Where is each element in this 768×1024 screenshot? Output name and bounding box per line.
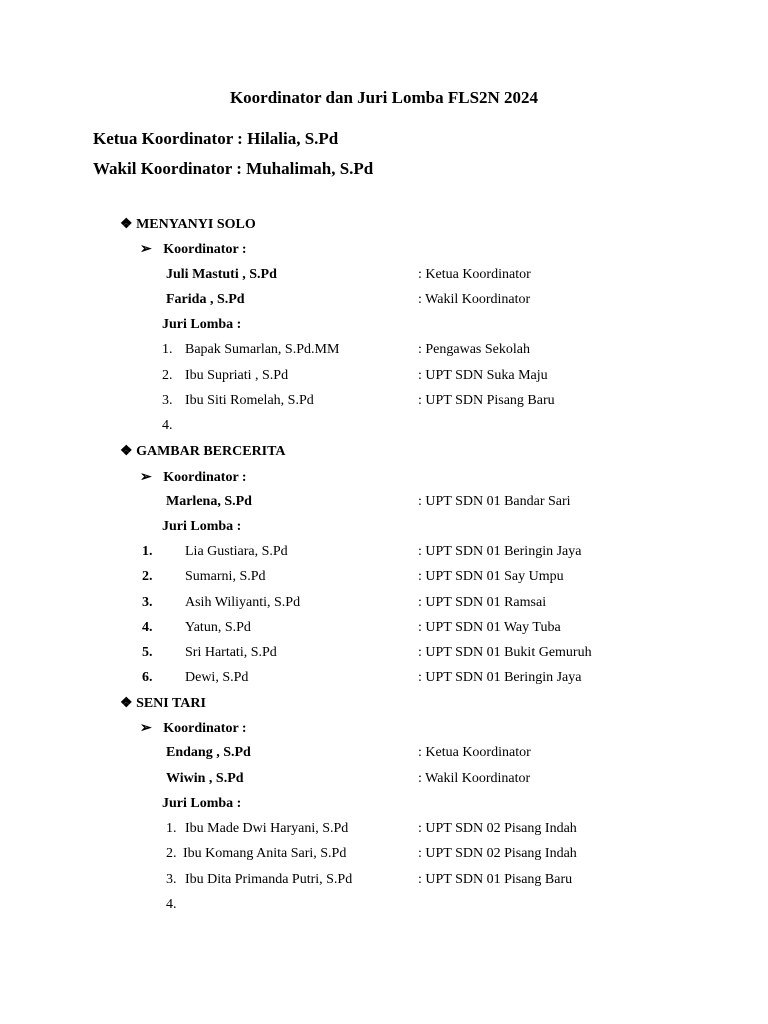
juri-label: Juri Lomba : — [162, 317, 242, 332]
juri-name: Asih Wiliyanti, S.Pd — [185, 595, 301, 610]
section-title: SENI TARI — [136, 696, 206, 711]
koordinator-role: : Wakil Koordinator — [418, 292, 531, 307]
koordinator-name: Marlena, S.Pd — [166, 494, 252, 509]
juri-name: Ibu Siti Romelah, S.Pd — [185, 393, 314, 408]
arrow-bullet-icon: ➢ — [140, 470, 152, 485]
juri-number: 4. — [162, 418, 173, 433]
juri-name: Lia Gustiara, S.Pd — [185, 544, 288, 559]
juri-name: Sri Hartati, S.Pd — [185, 645, 277, 660]
page-title: Koordinator dan Juri Lomba FLS2N 2024 — [229, 88, 539, 107]
juri-school: : UPT SDN 01 Pisang Baru — [418, 872, 573, 887]
juri-school: : UPT SDN 01 Beringin Jaya — [418, 670, 582, 685]
diamond-bullet-icon: ❖ — [120, 696, 133, 711]
juri-school: : UPT SDN 01 Way Tuba — [418, 620, 561, 635]
wakil-koordinator-line: Wakil Koordinator : Muhalimah, S.Pd — [93, 159, 374, 178]
diamond-bullet-icon: ❖ — [120, 444, 133, 459]
juri-label: Juri Lomba : — [162, 519, 242, 534]
juri-name: Bapak Sumarlan, S.Pd.MM — [185, 342, 340, 357]
juri-number: 3. — [162, 393, 173, 408]
juri-number: 2. — [142, 569, 153, 584]
juri-number: 4. — [166, 897, 177, 912]
koordinator-role: : UPT SDN 01 Bandar Sari — [418, 494, 571, 509]
juri-number: 1. — [162, 342, 173, 357]
section-heading — [120, 216, 256, 233]
juri-number: 3. — [166, 872, 177, 887]
juri-name: Sumarni, S.Pd — [185, 569, 266, 584]
juri-school: : Pengawas Sekolah — [418, 342, 530, 357]
juri-name: Ibu Dita Primanda Putri, S.Pd — [185, 872, 353, 887]
ketua-koordinator-line: Ketua Koordinator : Hilalia, S.Pd — [93, 129, 339, 148]
juri-name: Yatun, S.Pd — [185, 620, 251, 635]
juri-school: : UPT SDN 01 Beringin Jaya — [418, 544, 582, 559]
section-title: MENYANYI SOLO — [136, 217, 256, 232]
koordinator-subheading — [140, 469, 247, 486]
section-heading — [120, 443, 286, 460]
koordinator-role: : Wakil Koordinator — [418, 771, 531, 786]
juri-school: : UPT SDN 01 Ramsai — [418, 595, 547, 610]
juri-number: 5. — [142, 645, 153, 660]
koordinator-label: Koordinator : — [163, 470, 247, 485]
juri-number: 1. — [142, 544, 153, 559]
koordinator-label: Koordinator : — [163, 242, 247, 257]
juri-school: : UPT SDN 02 Pisang Indah — [418, 846, 577, 861]
juri-name: Ibu Komang Anita Sari, S.Pd — [183, 846, 347, 861]
juri-label: Juri Lomba : — [162, 796, 242, 811]
juri-number: 6. — [142, 670, 153, 685]
juri-number: 4. — [142, 620, 153, 635]
juri-name: Ibu Supriati , S.Pd — [185, 368, 289, 383]
koordinator-label: Koordinator : — [163, 721, 247, 736]
juri-name: Ibu Made Dwi Haryani, S.Pd — [185, 821, 349, 836]
section-heading — [120, 695, 206, 712]
juri-school: : UPT SDN 01 Bukit Gemuruh — [418, 645, 592, 660]
juri-school: : UPT SDN Suka Maju — [418, 368, 548, 383]
koordinator-name: Endang , S.Pd — [166, 745, 251, 760]
juri-number: 3. — [142, 595, 153, 610]
juri-name: Dewi, S.Pd — [185, 670, 249, 685]
diamond-bullet-icon: ❖ — [120, 217, 133, 232]
koordinator-subheading — [140, 720, 247, 737]
koordinator-role: : Ketua Koordinator — [418, 745, 531, 760]
koordinator-name: Farida , S.Pd — [166, 292, 245, 307]
koordinator-subheading — [140, 241, 247, 258]
juri-school: : UPT SDN 02 Pisang Indah — [418, 821, 577, 836]
arrow-bullet-icon: ➢ — [140, 242, 152, 257]
koordinator-role: : Ketua Koordinator — [418, 267, 531, 282]
juri-school: : UPT SDN 01 Say Umpu — [418, 569, 564, 584]
arrow-bullet-icon: ➢ — [140, 721, 152, 736]
koordinator-name: Wiwin , S.Pd — [166, 771, 244, 786]
section-title: GAMBAR BERCERITA — [136, 444, 286, 459]
koordinator-name: Juli Mastuti , S.Pd — [166, 267, 277, 282]
juri-number: 2. — [162, 368, 173, 383]
juri-number: 1. — [166, 821, 177, 836]
juri-number: 2. — [166, 846, 177, 861]
juri-school: : UPT SDN Pisang Baru — [418, 393, 555, 408]
